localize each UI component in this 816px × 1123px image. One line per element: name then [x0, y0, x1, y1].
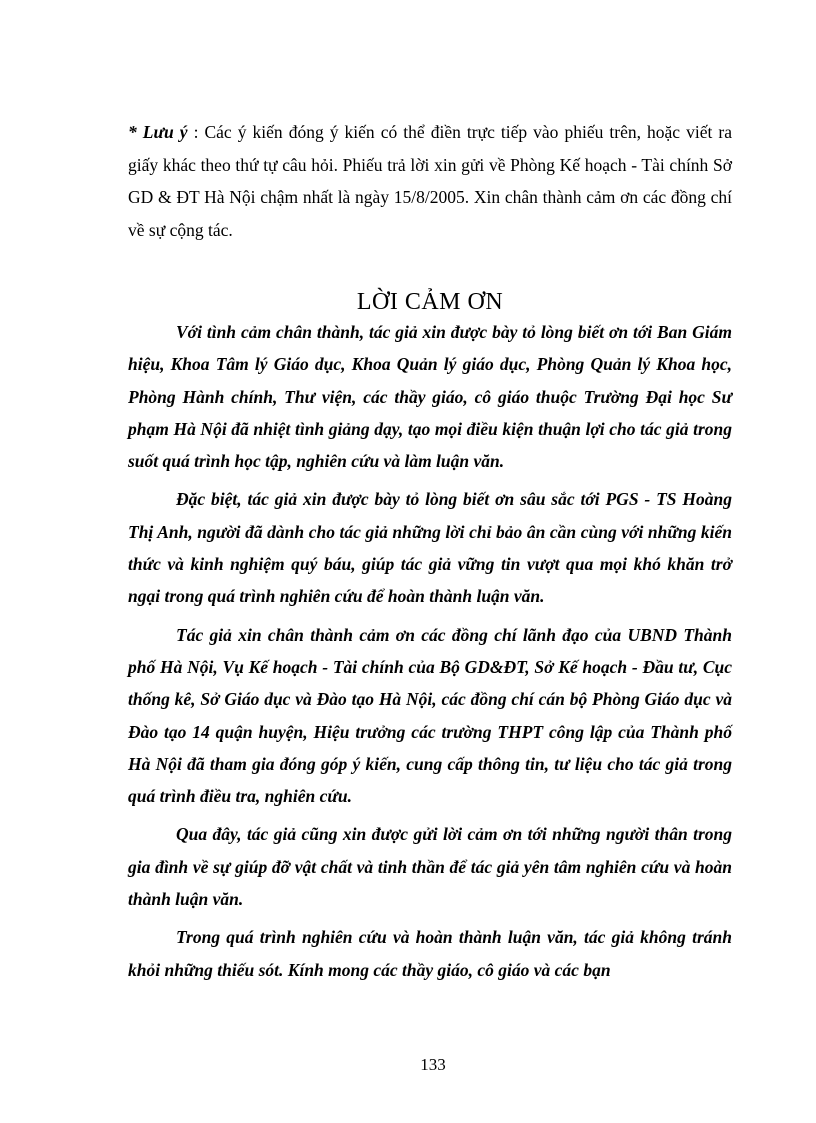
note-text: : Các ý kiến đóng ý kiến có thể điền trực tiếp vào phiếu trên, hoặc viết ra giấy khác theo thứ tự câu hỏi. Phiếu trả lời xin gửi về Phòng Kế hoạch - Tài chính Sở GD & ĐT Hà Nội chậm nhất là ngày 15/8/2005. Xin chân thành cảm ơn các đồng chí về sự cộng tác.	[128, 122, 732, 240]
paragraph-officials-thanks: Tác giả xin chân thành cảm ơn các đồng chí lãnh đạo của UBND Thành phố Hà Nội, Vụ Kế hoạch - Tài chính của Bộ GD&ĐT, Sở Kế hoạch - Đầu tư, Cục thống kê, Sở Giáo dục và Đào tạo Hà Nội, các đồng chí cán bộ Phòng Giáo dục và Đào tạo 14 quận huyện, Hiệu trưởng các trường THPT công lập của Thành phố Hà Nội đã tham gia đóng góp ý kiến, cung cấp thông tin, tư liệu cho tác giả trong quá trình điều tra, nghiên cứu.	[128, 624, 732, 807]
paragraph-family-thanks: Qua đây, tác giả cũng xin được gửi lời cảm ơn tới những người thân trong gia đình về sự giúp đỡ vật chất và tinh thần để tác giả yên tâm nghiên cứu và hoàn thành luận văn.	[128, 824, 732, 910]
page-number: 133	[420, 1055, 446, 1074]
note-paragraph	[128, 116, 732, 246]
paragraph-shortcomings: Trong quá trình nghiên cứu và hoàn thành luận văn, tác giả không tránh khỏi những thiếu sót. Kính mong các thầy giáo, cô giáo và các bạn	[128, 927, 732, 980]
paragraph-supervisor-thanks: Đặc biệt, tác giả xin được bày tỏ lòng biết ơn sâu sắc tới PGS - TS Hoàng Thị Anh, người đã dành cho tác giả những lời chỉ bảo ân cần cùng với những kiến thức và kinh nghiệm quý báu, giúp tác giả vững tin vượt qua mọi khó khăn trở ngại trong quá trình nghiên cứu để hoàn thành luận văn.	[128, 489, 732, 607]
section-title: LỜI CẢM ƠN	[356, 289, 504, 315]
note-marker: * Lưu ý	[128, 122, 188, 142]
acknowledgement-body	[128, 316, 732, 992]
paragraph-faculty-thanks: Với tình cảm chân thành, tác giả xin được bày tỏ lòng biết ơn tới Ban Giám hiệu, Khoa Tâm lý Giáo dục, Khoa Quản lý giáo dục, Phòng Quản lý Khoa học, Phòng Hành chính, Thư viện, các thầy giáo, cô giáo thuộc Trường Đại học Sư phạm Hà Nội đã nhiệt tình giảng dạy, tạo mọi điều kiện thuận lợi cho tác giả trong suốt quá trình học tập, nghiên cứu và làm luận văn.	[128, 322, 732, 472]
